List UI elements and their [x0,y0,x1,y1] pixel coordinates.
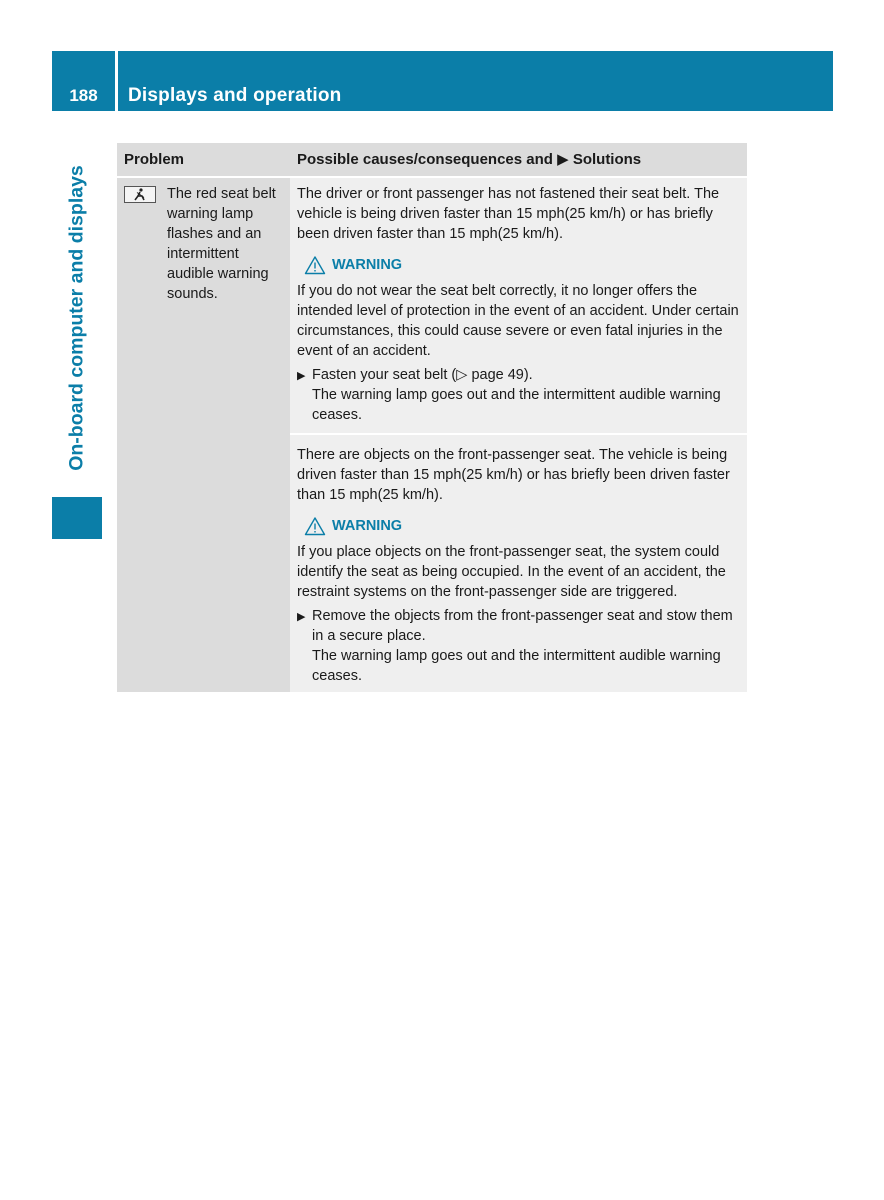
action-result: The warning lamp goes out and the intermittent audible warning ceases. [312,648,721,684]
warning-heading [304,255,740,275]
action-arrow-icon: ▶ [297,370,306,382]
table-row [117,177,747,434]
side-tab-label: On-board computer and displays [65,165,88,471]
action-step [297,606,740,686]
seat-belt-warning-lamp-icon [124,186,156,203]
page-number: 188 [69,86,98,105]
cause-cell-seat-belt [290,177,747,434]
cause-cell-objects-on-seat [290,434,747,692]
side-tab [52,143,102,493]
cause-text: There are objects on the front-passenger seat. The vehicle is being driven faster than 15 mph(25 km/h) or has briefly been driven faster than 15 mph(25 km/h). [297,447,730,503]
problem-text: The red seat belt warning lamp flashes and an intermittent audible warning sounds. [167,186,276,302]
troubleshooting-table [117,143,747,692]
action-result: The warning lamp goes out and the intermittent audible warning ceases. [312,387,721,423]
action-arrow-icon: ▶ [297,611,306,623]
cause-text: The driver or front passenger has not fastened their seat belt. The vehicle is being driven faster than 15 mph(25 km/h) or has briefly been driven faster than 15 mph(25 km/h). [297,186,720,242]
column-header-problem: Problem [117,143,290,177]
warning-triangle-icon [304,255,326,275]
warning-text: If you do not wear the seat belt correctly, it no longer offers the intended level of protection in the event of an accident. Under certain circumstances, this could cause severe or even fatal injuries in the event of an accident. [297,283,739,359]
section-header [118,51,833,111]
warning-triangle-icon [304,516,326,536]
side-tab-marker [52,497,102,539]
page-number-box [52,51,115,111]
warning-heading [304,516,740,536]
section-title: Displays and operation [128,85,342,106]
warning-text: If you place objects on the front-passenger seat, the system could identify the seat as being occupied. In the event of an accident, the restraint systems on the front-passenger side are triggered. [297,544,726,600]
table-header-row [117,143,747,177]
warning-label: WARNING [332,257,403,273]
action-text: Fasten your seat belt (▷ page 49). [312,367,533,383]
action-text: Remove the objects from the front-passenger seat and stow them in a secure place. [312,608,733,644]
warning-label: WARNING [332,518,403,534]
action-step [297,365,740,425]
column-header-causes: Possible causes/consequences and ▶ Solutions [290,143,747,177]
problem-cell [117,177,290,692]
